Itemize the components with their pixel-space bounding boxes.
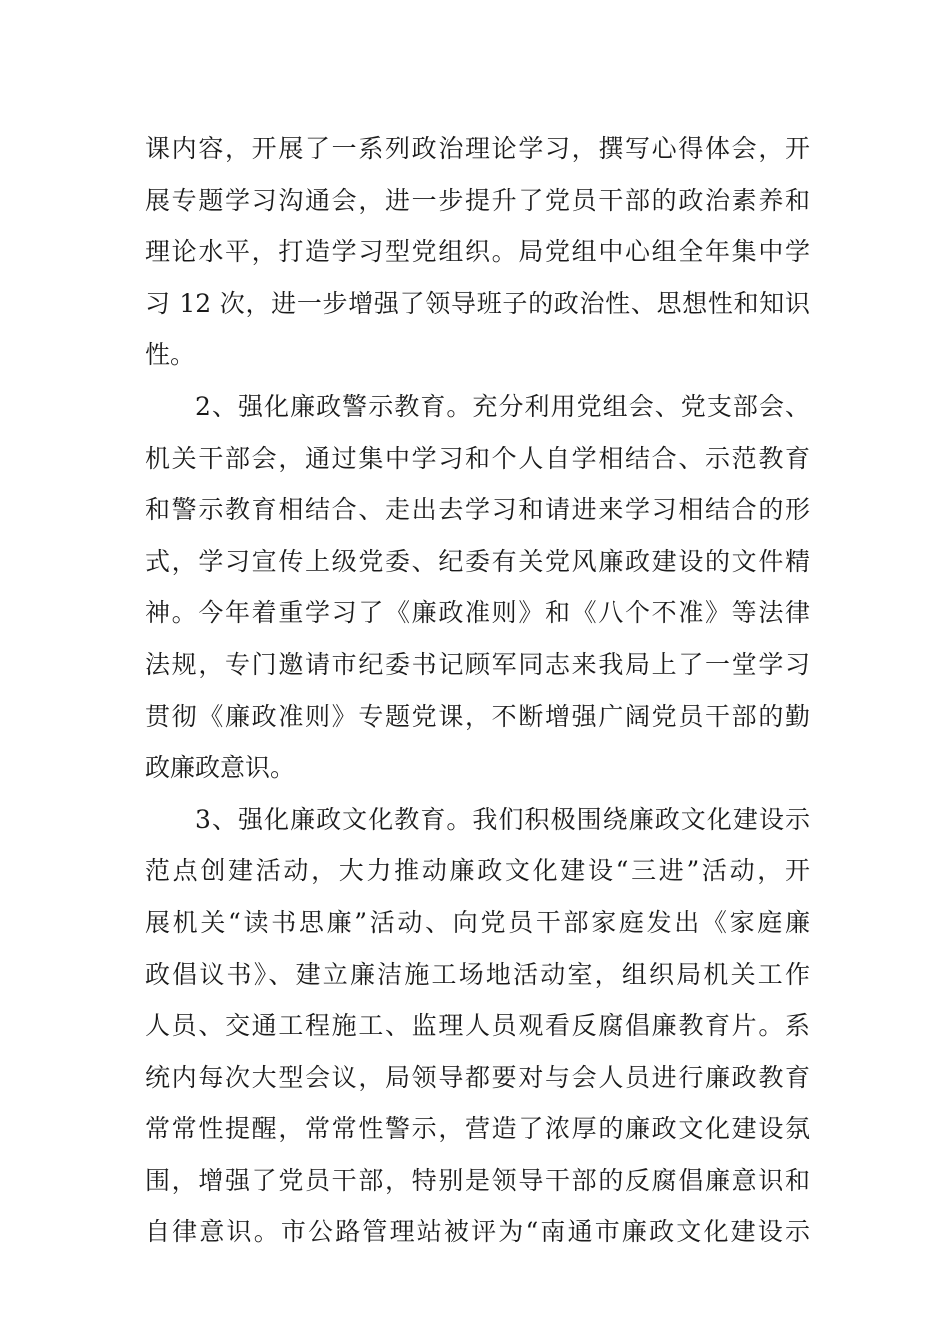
text-line: 统内每次大型会议，局领导都要对与会人员进行廉政教育 — [145, 1062, 810, 1092]
text-line: 神。今年着重学习了《廉政准则》和《八个不准》等法律 — [145, 598, 810, 628]
text-line: 范点创建活动，大力推动廉政文化建设“三进”活动，开 — [145, 856, 810, 886]
text-line: 法规，专门邀请市纪委书记顾军同志来我局上了一堂学习 — [145, 649, 810, 679]
text-line: 机关干部会，通过集中学习和个人自学相结合、示范教育 — [145, 443, 810, 473]
body-text — [145, 123, 810, 1258]
text-line: 和警示教育相结合、走出去学习和请进来学习相结合的形 — [145, 495, 810, 525]
text-line: 常常性提醒，常常性警示，营造了浓厚的廉政文化建设氛 — [145, 1114, 810, 1144]
text-line: 式，学习宣传上级党委、纪委有关党风廉政建设的文件精 — [145, 546, 810, 576]
text-line: 理论水平，打造学习型党组织。局党组中心组全年集中学 — [145, 237, 810, 267]
text-line: 人员、交通工程施工、监理人员观看反腐倡廉教育片。系 — [145, 1011, 810, 1041]
text-line: 3、强化廉政文化教育。我们积极围绕廉政文化建设示 — [195, 804, 810, 834]
text-line: 习 12 次，进一步增强了领导班子的政治性、思想性和知识 — [145, 288, 810, 318]
text-line: 围，增强了党员干部，特别是领导干部的反腐倡廉意识和 — [145, 1165, 810, 1195]
text-line: 政倡议书》、建立廉洁施工场地活动室，组织局机关工作 — [145, 959, 810, 989]
text-line: 2、强化廉政警示教育。充分利用党组会、党支部会、 — [195, 391, 810, 421]
text-line: 展机关“读书思廉”活动、向党员干部家庭发出《家庭廉 — [145, 907, 810, 937]
text-line: 课内容，开展了一系列政治理论学习，撰写心得体会，开 — [145, 134, 810, 163]
text-line: 政廉政意识。 — [145, 753, 296, 783]
text-line: 贯彻《廉政准则》专题党课，不断增强广阔党员干部的勤 — [145, 701, 810, 731]
text-line: 自律意识。市公路管理站被评为“南通市廉政文化建设示 — [145, 1217, 810, 1247]
text-line: 展专题学习沟通会，进一步提升了党员干部的政治素养和 — [145, 185, 810, 215]
text-line: 性。 — [145, 340, 196, 370]
